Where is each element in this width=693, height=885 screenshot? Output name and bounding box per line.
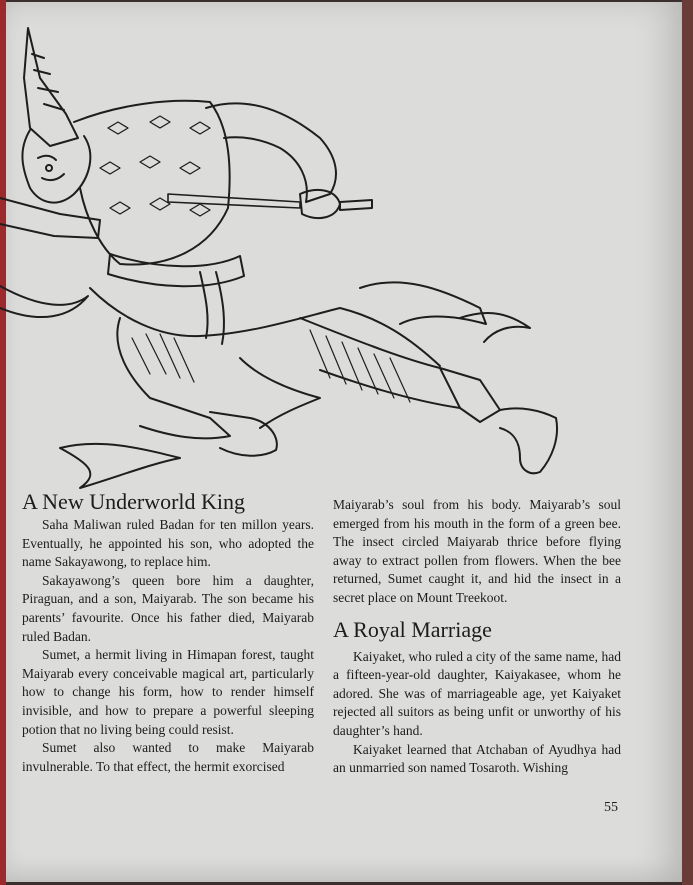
paragraph: Sakayawong’s queen bore him a daughter, Piraguan, and a son, Maiyarab. The son became his parents’ favourite. Once his father died, Maiyarab ruled Badan. — [22, 572, 314, 644]
paragraph: Sumet also wanted to make Maiyarab invulnerable. To that effect, the hermit exorcised — [22, 740, 314, 774]
right-column — [333, 496, 621, 778]
section-heading-royal-marriage: A Royal Marriage — [333, 616, 492, 642]
left-column — [22, 516, 314, 776]
section-heading-underworld-king: A New Underworld King — [22, 489, 246, 514]
paragraph: Sumet, a hermit living in Himapan forest, taught Maiyarab every conceivable magical art, particularly how to change his form, how to render himself invisible, and how to prepare a powerful sleeping potion that no living being could resist. — [22, 647, 314, 737]
book-edge — [682, 0, 693, 885]
demon-warrior-illustration — [0, 18, 600, 498]
paragraph: Saha Maliwan ruled Badan for ten millon years. Eventually, he appointed his son, who adopted the name Sakayawong, to replace him. — [22, 517, 314, 570]
paragraph: Kaiyaket, who ruled a city of the same name, had a fifteen-year-old daughter, Kaiyakasee, whom he adored. She was of marriageable age, yet Kaiyaket rejected all suitors as being unfit or unworthy of his daughter’s hand. — [333, 648, 621, 738]
paragraph: Kaiyaket learned that Atchaban of Ayudhya had an unmarried son named Tosaroth. Wishing — [333, 741, 621, 776]
page-number: 55 — [604, 800, 618, 815]
paragraph-continued: Maiyarab’s soul from his body. Maiyarab’s soul emerged from his mouth in the form of a green bee. The insect circled Maiyarab thrice before flying away to extract pollen from flowers. When the bee returned, Sumet caught it, and hid the insect in a secret place on Mount Treekoot. — [333, 497, 621, 605]
